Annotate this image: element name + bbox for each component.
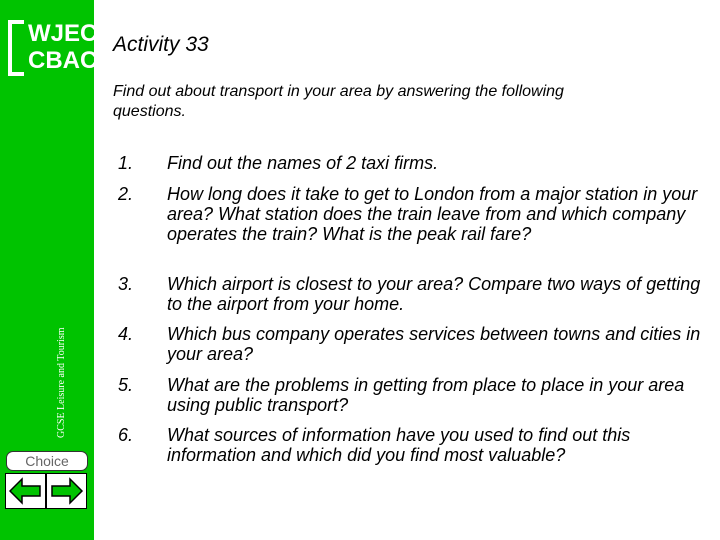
sidebar xyxy=(0,0,98,540)
intro-text: Find out about transport in your area by answering the following questions. xyxy=(113,83,564,120)
question-number: 3. xyxy=(118,274,134,294)
question-text: What are the problems in getting from place to place in your area using public transport? xyxy=(167,375,685,415)
wjec-logo xyxy=(8,20,98,76)
question-number: 2. xyxy=(118,184,134,204)
choice-label: Choice xyxy=(6,451,88,471)
logo-line1: WJEC xyxy=(28,20,98,47)
course-label: GCSE Leisure and Tourism xyxy=(56,327,67,438)
question-text: Which bus company operates services between towns and cities in your area? xyxy=(167,324,701,364)
arrow-left-icon xyxy=(8,476,43,506)
question-text: Find out the names of 2 taxi firms. xyxy=(167,153,439,173)
page-title: Activity 33 xyxy=(113,33,209,56)
question-text: How long does it take to get to London from a major station in your area? What station does the train leave from and which company operates the train? What is the peak rail fare? xyxy=(167,184,698,244)
logo-bracket xyxy=(8,20,24,76)
arrow-right-icon xyxy=(49,476,84,506)
question-number: 5. xyxy=(118,375,134,395)
logo-line2: CBAC xyxy=(28,47,98,74)
question-text: What sources of information have you used to find out this information and which did you find most valuable? xyxy=(167,425,631,465)
question-text: Which airport is closest to your area? Compare two ways of getting to the airport from your home. xyxy=(167,274,701,314)
question-number: 4. xyxy=(118,324,134,344)
previous-button[interactable] xyxy=(5,473,46,509)
question-number: 6. xyxy=(118,425,134,445)
question-number: 1. xyxy=(118,153,134,173)
next-button[interactable] xyxy=(46,473,87,509)
